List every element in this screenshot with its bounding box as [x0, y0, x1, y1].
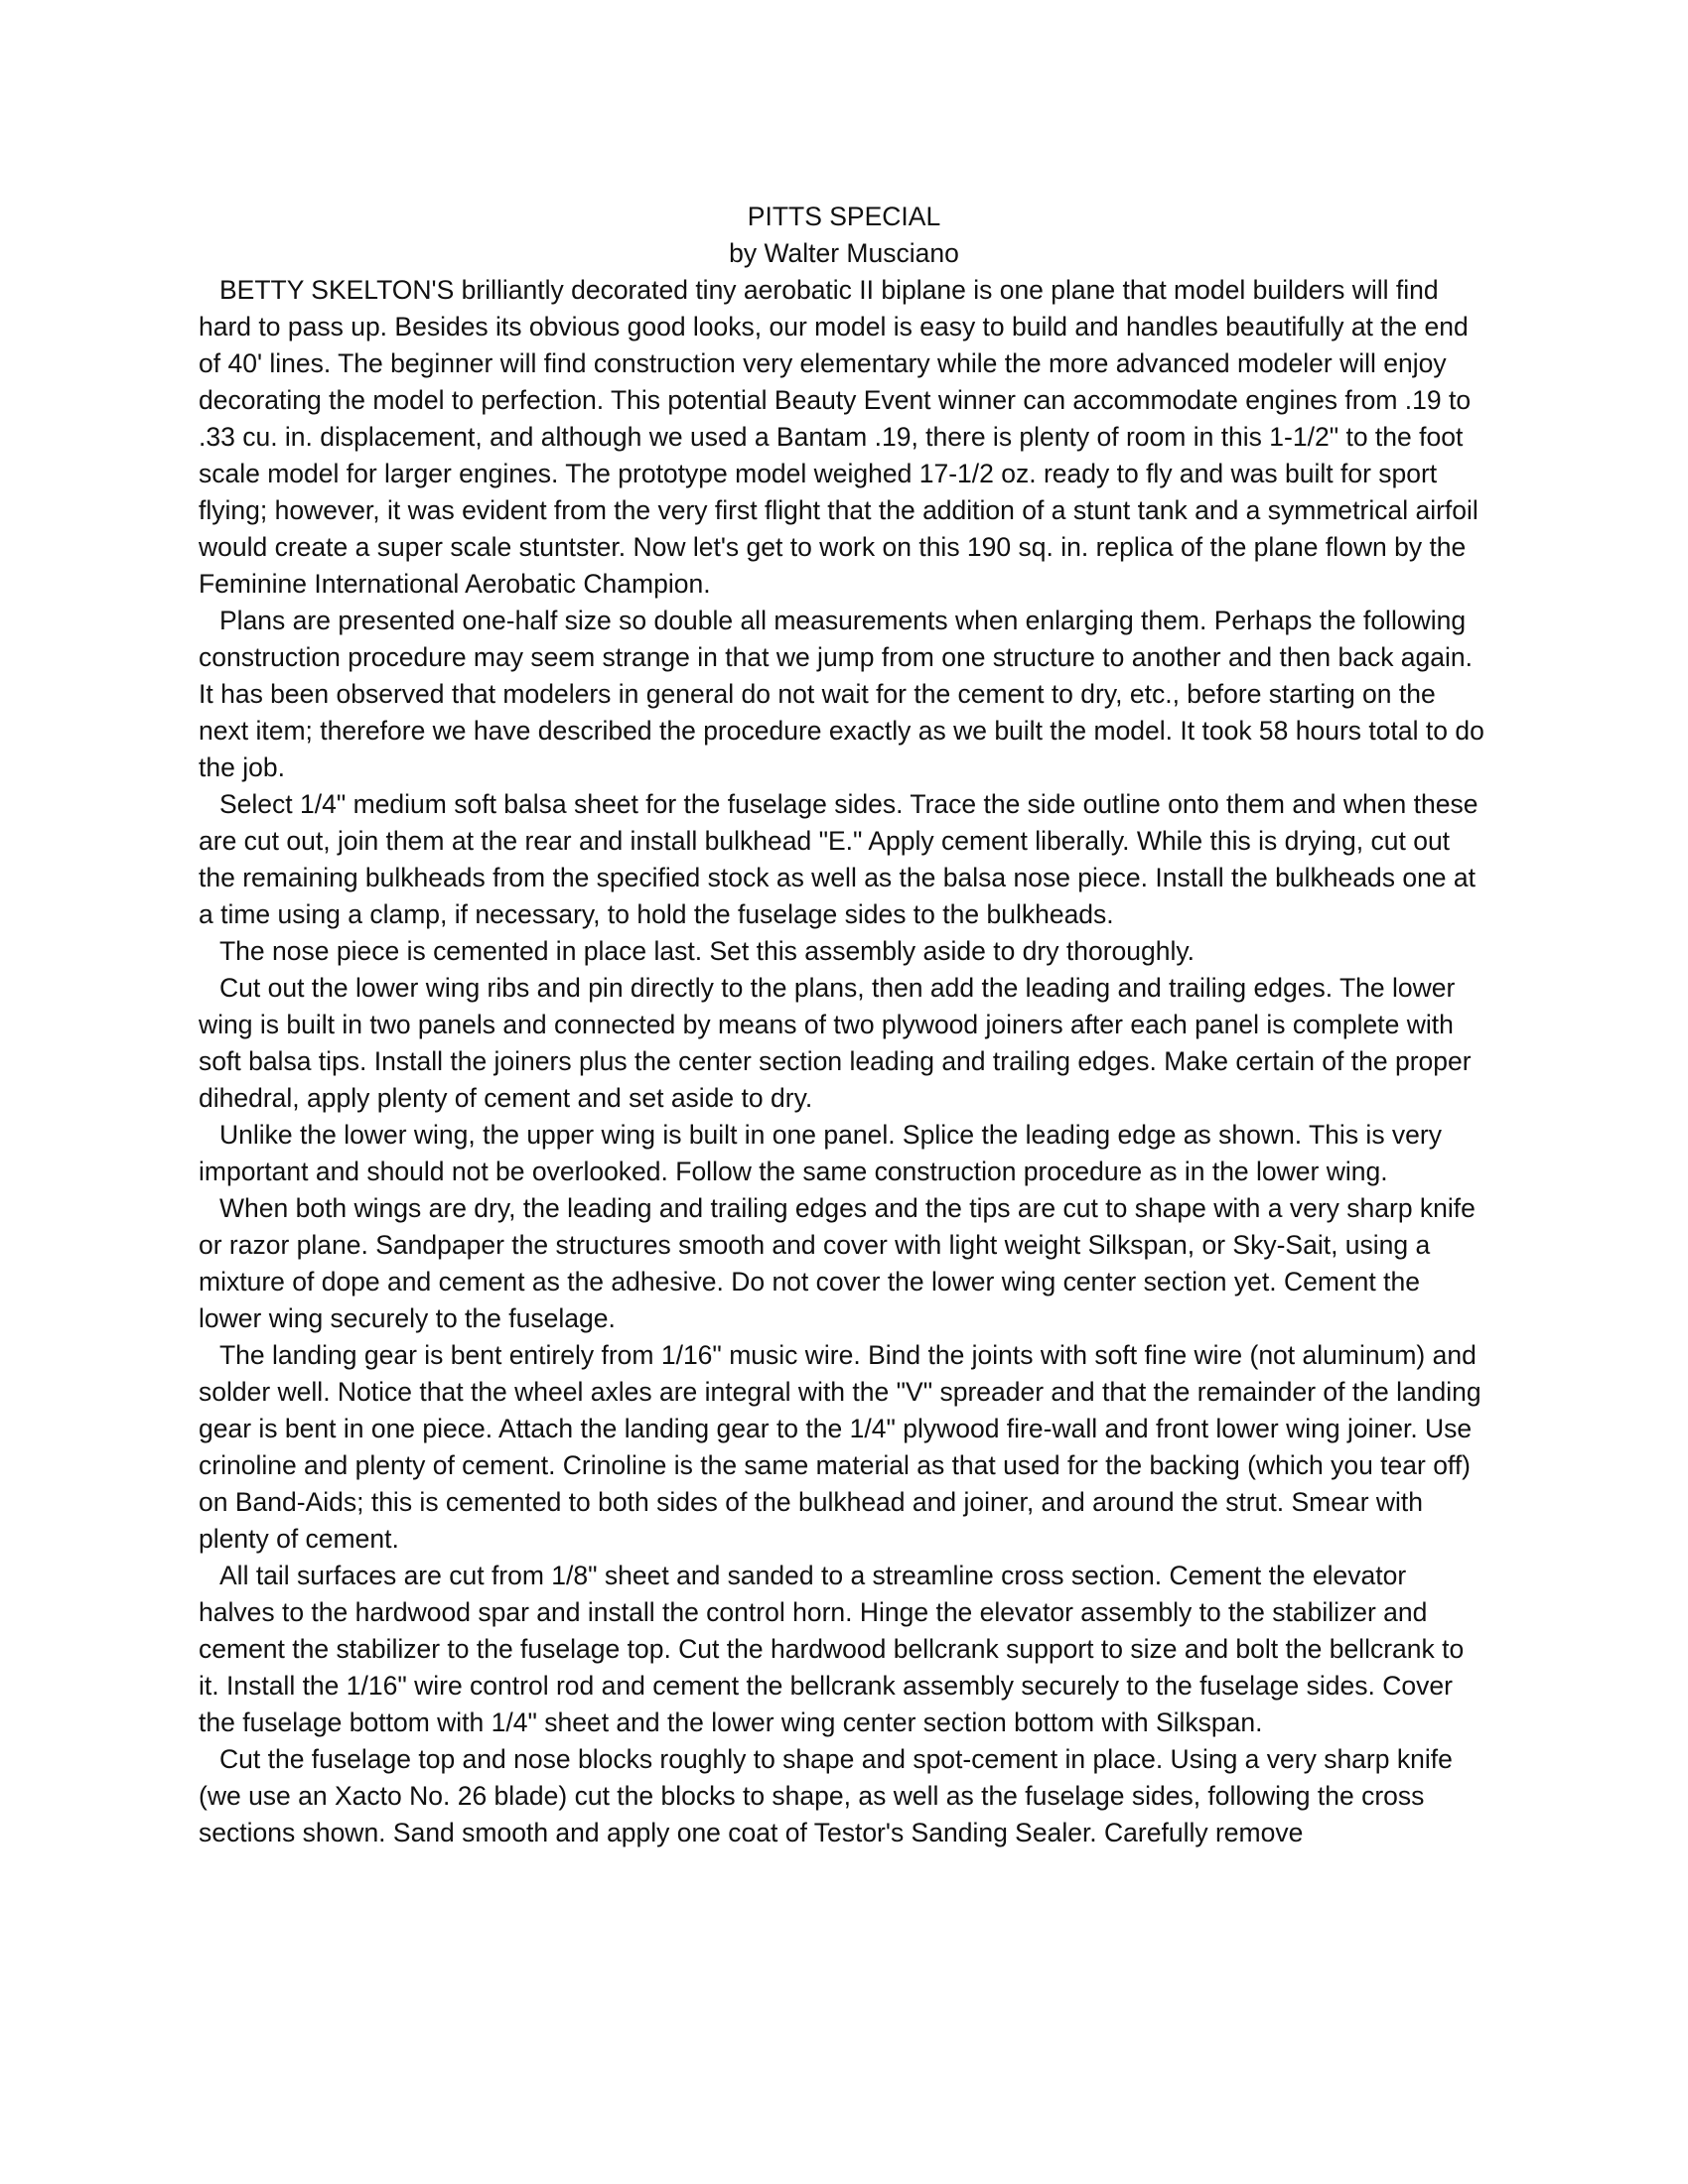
- paragraph-covering: When both wings are dry, the leading and trailing edges and the tips are cut to shape with a very sharp knife or razor plane. Sandpaper the structures smooth and cover with light weight Silkspan, or Sky-Sait, using a mixture of dope and cement as the adhesive. Do not cover the lower wing center section yet. Cement the lower wing securely to the fuselage.: [199, 1193, 1476, 1333]
- paragraph-plans: Plans are presented one-half size so double all measurements when enlarging them. Perhaps the following construction procedure may seem strange in that we jump from one structure to another and then back again. It has been observed that modelers in general do not wait for the cement to dry, etc., before starting on the next item; therefore we have described the procedure exactly as we built the model. It took 58 hours total to do the job.: [199, 606, 1484, 782]
- article-title: PITTS SPECIAL: [747, 202, 941, 231]
- article-byline: by Walter Musciano: [729, 238, 959, 268]
- paragraph-nose-piece: The nose piece is cemented in place last. Set this assembly aside to dry thoroughly.: [219, 936, 1196, 966]
- paragraph-landing-gear: The landing gear is bent entirely from 1/16" music wire. Bind the joints with soft fine wire (not aluminum) and solder well. Notice that the wheel axles are integral with the "V" spreader and that the remainder of the landing gear is bent in one piece. Attach the landing gear to the 1/4" plywood fire-wall and front lower wing joiner. Use crinoline and plenty of cement. Crinoline is the same material as that used for the backing (which you tear off) on Band-Aids; this is cemented to both sides of the bulkhead and joiner, and around the strut. Smear with plenty of cement.: [199, 1340, 1481, 1554]
- document-page: [199, 199, 1489, 1851]
- paragraph-intro: BETTY SKELTON'S brilliantly decorated tiny aerobatic II biplane is one plane that model builders will find hard to pass up. Besides its obvious good looks, our model is easy to build and handles beautifully at the end of 40' lines. The beginner will find construction very elementary while the more advanced modeler will enjoy decorating the model to perfection. This potential Beauty Event winner can accommodate engines from .19 to .33 cu. in. displacement, and although we used a Bantam .19, there is plenty of room in this 1-1/2" to the foot scale model for larger engines. The prototype model weighed 17-1/2 oz. ready to fly and was built for sport flying; however, it was evident from the very first flight that the addition of a stunt tank and a symmetrical airfoil would create a super scale stuntster. Now let's get to work on this 190 sq. in. replica of the plane flown by the Feminine International Aerobatic Champion.: [199, 275, 1478, 599]
- paragraph-fuselage-sides: Select 1/4" medium soft balsa sheet for the fuselage sides. Trace the side outline onto them and when these are cut out, join them at the rear and install bulkhead "E." Apply cement liberally. While this is drying, cut out the remaining bulkheads from the specified stock as well as the balsa nose piece. Install the bulkheads one at a time using a clamp, if necessary, to hold the fuselage sides to the bulkheads.: [199, 789, 1478, 929]
- paragraph-lower-wing: Cut out the lower wing ribs and pin directly to the plans, then add the leading and trailing edges. The lower wing is built in two panels and connected by means of two plywood joiners after each panel is complete with soft balsa tips. Install the joiners plus the center section leading and trailing edges. Make certain of the proper dihedral, apply plenty of cement and set aside to dry.: [199, 973, 1472, 1113]
- paragraph-tail-surfaces: All tail surfaces are cut from 1/8" sheet and sanded to a streamline cross section. Cement the elevator halves to the hardwood spar and install the control horn. Hinge the elevator assembly to the stabilizer and cement the stabilizer to the fuselage top. Cut the hardwood bellcrank support to size and bolt the bellcrank to it. Install the 1/16" wire control rod and cement the bellcrank assembly securely to the fuselage sides. Cover the fuselage bottom with 1/4" sheet and the lower wing center section bottom with Silkspan.: [199, 1561, 1465, 1737]
- paragraph-upper-wing: Unlike the lower wing, the upper wing is built in one panel. Splice the leading edge as shown. This is very important and should not be overlooked. Follow the same construction procedure as in the lower wing.: [199, 1120, 1442, 1186]
- paragraph-nose-blocks: Cut the fuselage top and nose blocks roughly to shape and spot-cement in place. Using a very sharp knife (we use an Xacto No. 26 blade) cut the blocks to shape, as well as the fuselage sides, following the cross sections shown. Sand smooth and apply one coat of Testor's Sanding Sealer. Carefully remove: [199, 1744, 1453, 1847]
